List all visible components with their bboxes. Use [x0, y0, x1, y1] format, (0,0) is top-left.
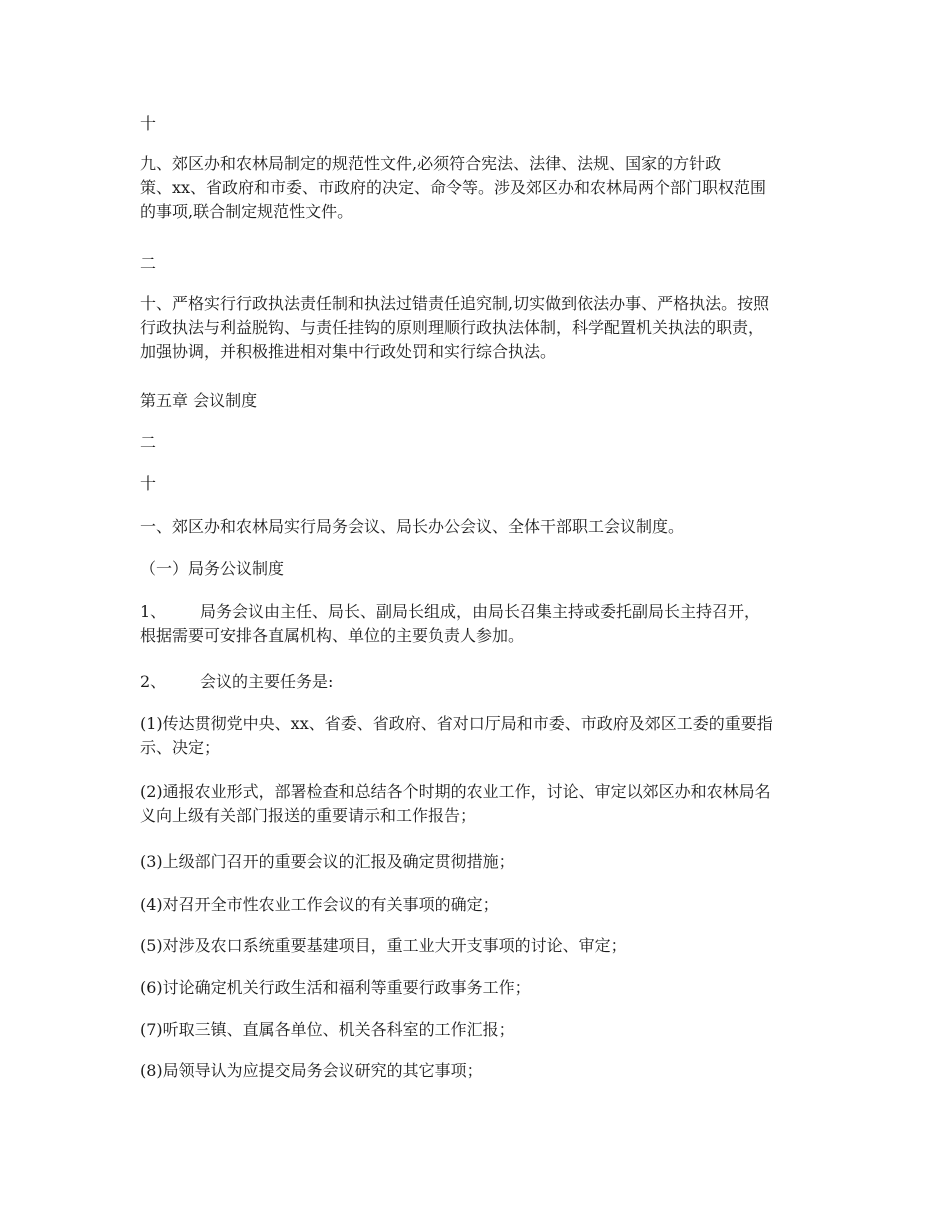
- task-six-paragraph: (6)讨论确定机关行政生活和福利等重要行政事务工作；: [140, 978, 531, 997]
- text-line: 十、严格实行行政执法责任制和执法过错责任追究制,切实做到依法办事、严格执法。按照: [140, 294, 770, 313]
- text-line: 行政执法与利益脱钩、与责任挂钩的原则理顺行政执法体制，科学配置机关执法的职责，: [140, 318, 765, 337]
- text-line: 加强协调，并积极推进相对集中行政处罚和实行综合执法。: [140, 342, 557, 361]
- heading-fragment-shi-2: 十: [140, 474, 157, 493]
- text-line: (2)通报农业形式，部署检查和总结各个时期的农业工作，讨论、审定以郊区办和农林局名: [140, 782, 771, 801]
- heading-fragment-er: 二: [140, 254, 157, 273]
- item-number: 2、: [140, 672, 167, 691]
- task-eight-paragraph: (8)局领导认为应提交局务会议研究的其它事项；: [140, 1061, 483, 1080]
- item-number: 1、: [140, 602, 167, 621]
- task-one-paragraph: [140, 712, 820, 760]
- item-one-paragraph: [140, 600, 820, 648]
- text-line: 1、 局务会议由主任、局长、副局长组成，由局长召集主持或委托副局长主持召开，: [140, 600, 820, 624]
- text-line: 2、 会议的主要任务是:: [140, 670, 820, 694]
- chapter-five-heading: 第五章 会议制度: [140, 391, 258, 410]
- article-twenty-one-paragraph: 一、郊区办和农林局实行局务会议、局长办公会议、全体干部职工会议制度。: [140, 517, 685, 536]
- task-two-paragraph: [140, 780, 820, 828]
- text-line: 策、xx、省政府和市委、市政府的决定、命令等。涉及郊区办和农林局两个部门职权范围: [140, 178, 767, 197]
- text-line: 的事项,联合制定规范性文件。: [140, 202, 354, 221]
- bureau-meeting-system-heading: （一）局务公议制度: [140, 559, 285, 578]
- text-line: 九、郊区办和农林局制定的规范性文件,必须符合宪法、法律、法规、国家的方针政: [140, 154, 722, 173]
- article-nine-paragraph: [140, 152, 820, 224]
- item-two-paragraph: [140, 670, 820, 694]
- task-seven-paragraph: (7)听取三镇、直属各单位、机关各科室的工作汇报；: [140, 1020, 515, 1039]
- task-four-paragraph: (4)对召开全市性农业工作会议的有关事项的确定；: [140, 895, 499, 914]
- article-ten-paragraph: [140, 292, 820, 364]
- text-line: 义向上级有关部门报送的重要请示和工作报告；: [140, 806, 477, 825]
- text-line: (1)传达贯彻党中央、xx、省委、省政府、省对口厅局和市委、市政府及郊区工委的重要指: [140, 714, 773, 733]
- task-three-paragraph: (3)上级部门召开的重要会议的汇报及确定贯彻措施；: [140, 852, 515, 871]
- task-five-paragraph: (5)对涉及农口系统重要基建项目，重工业大开支事项的讨论、审定；: [140, 936, 627, 955]
- heading-fragment-shi: 十: [140, 114, 157, 133]
- heading-fragment-er-2: 二: [140, 433, 157, 452]
- text-line: 根据需要可安排各直属机构、单位的主要负责人参加。: [140, 626, 525, 645]
- text-line: 示、决定；: [140, 738, 221, 757]
